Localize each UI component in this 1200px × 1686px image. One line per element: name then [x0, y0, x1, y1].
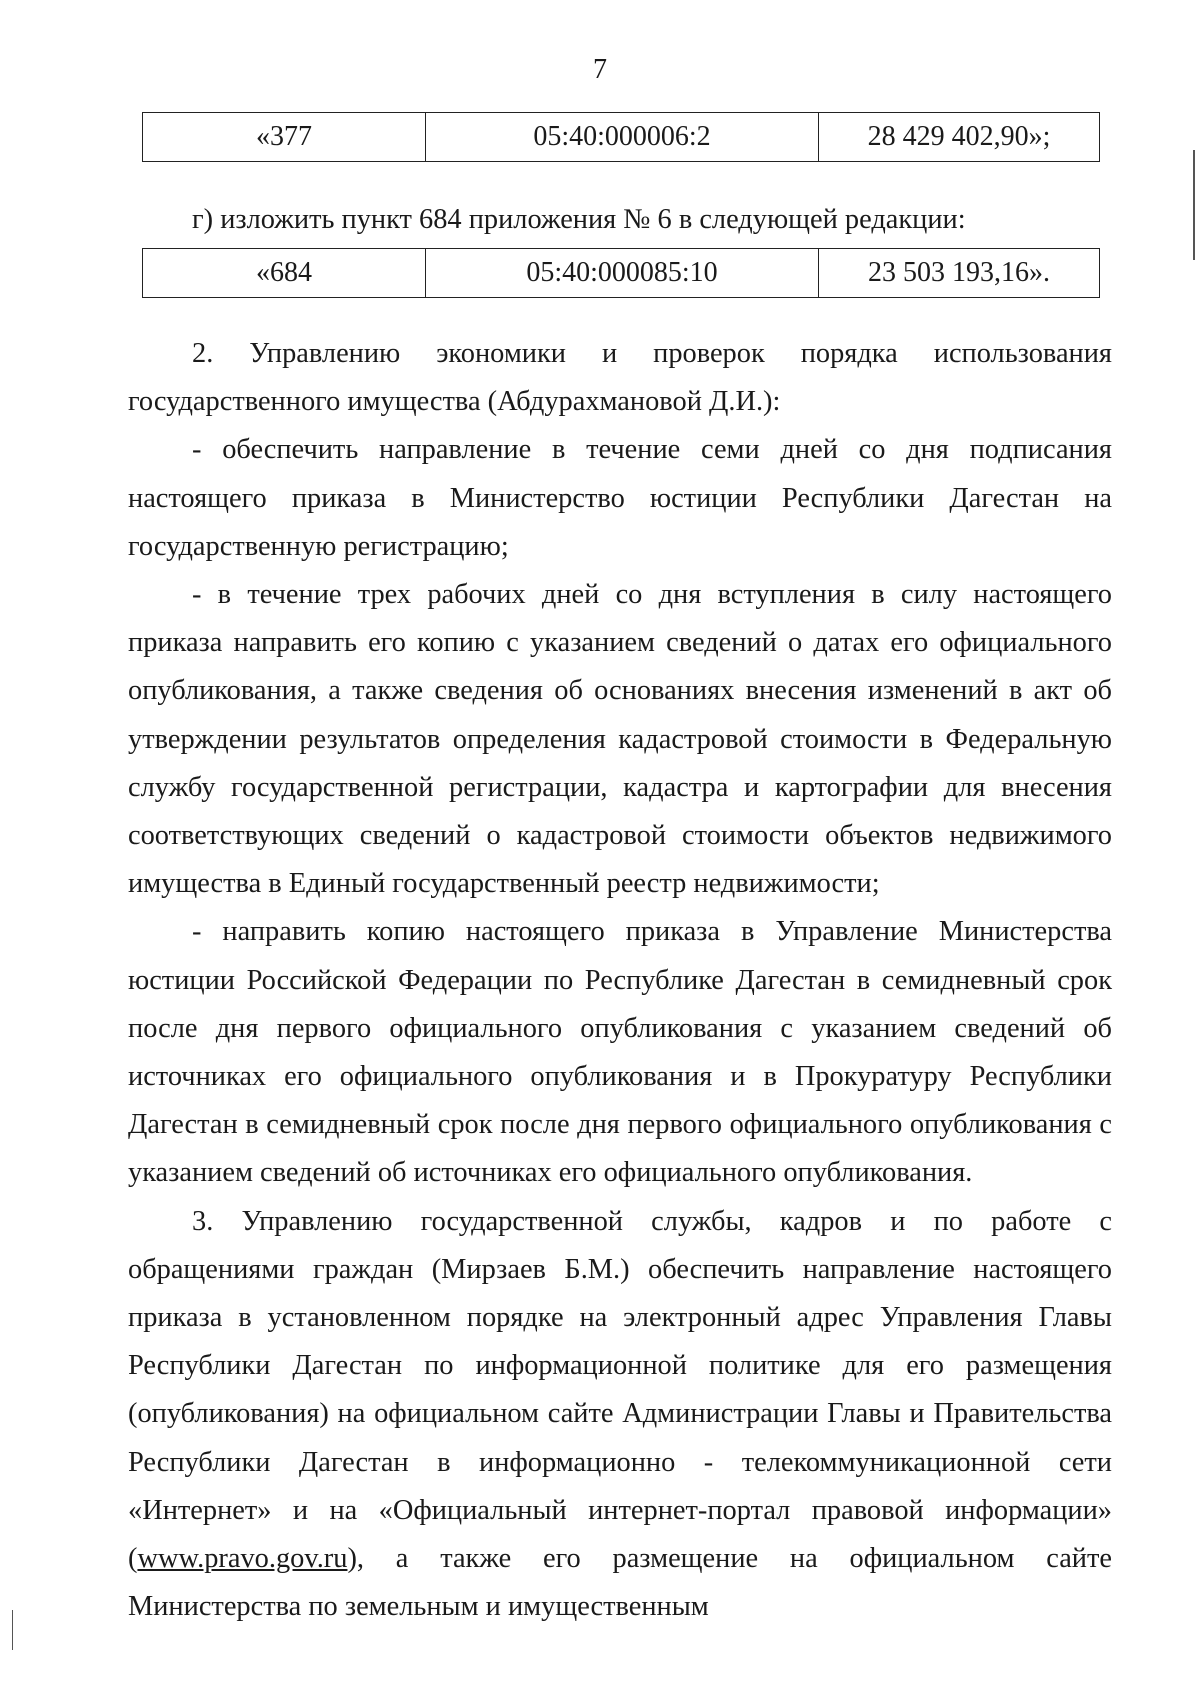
page-number: 7	[593, 54, 607, 85]
scan-margin-line	[1193, 150, 1195, 260]
paragraph-2c: - направить копию настоящего приказа в Управление Министерства юстиции Российской Федерации по Республике Дагестан в семидневный срок после дня первого официального опубликования с указанием сведений об источниках его официального опубликования и в Прокуратуру Республики Дагестан в семидневный срок после дня первого официального опубликования с указанием сведений об источниках его официального опубликования.	[128, 916, 1112, 1189]
item-g-text: г) изложить пункт 684 приложения № 6 в следующей редакции:	[192, 204, 966, 235]
paragraph-3-text-end: ), а также его размещение на официальном сайте Министерства по земельным и имущественным	[128, 1543, 1112, 1623]
scan-margin-line	[12, 1610, 13, 1650]
table-row	[143, 249, 1100, 298]
paragraph-3-text: 3. Управлению государственной службы, кадров и по работе с обращениями граждан (Мирзаев Б.М.) обеспечить направление настоящего приказа в установленном порядке на электронный адрес Управления Главы Республики Дагестан по информационной политике для его размещения (опубликования) на официальном сайте Администрации Главы и Правительства Республики Дагестан в информационно - телекоммуникационной сети «Интернет» и на «Официальный интернет-портал правовой информации» (	[128, 1205, 1112, 1575]
table-cell-item: «377	[143, 113, 426, 162]
table-cell-cadastral-number: 05:40:000085:10	[426, 249, 819, 298]
paragraph-2a: - обеспечить направление в течение семи дней со дня подписания настоящего приказа в Министерство юстиции Республики Дагестан на государственную регистрацию;	[128, 434, 1112, 562]
document-body	[128, 330, 1112, 1631]
table-cell-value: 23 503 193,16».	[819, 249, 1100, 298]
table-cell-item: «684	[143, 249, 426, 298]
value-table-684	[142, 248, 1100, 298]
table-cell-value: 28 429 402,90»;	[819, 113, 1100, 162]
value-table-377	[142, 112, 1100, 162]
paragraph-2: 2. Управлению экономики и проверок порядка использования государственного имущества (Абдурахмановой Д.И.):	[128, 338, 1112, 418]
table-cell-cadastral-number: 05:40:000006:2	[426, 113, 819, 162]
pravo-link[interactable]: www.pravo.gov.ru	[137, 1543, 348, 1575]
table-row	[143, 113, 1100, 162]
paragraph-2b: - в течение трех рабочих дней со дня вступления в силу настоящего приказа направить его копию с указанием сведений о датах его официального опубликования, а также сведения об основаниях внесения изменений в акт об утверждении результатов определения кадастровой стоимости в Федеральную службу государственной регистрации, кадастра и картографии для внесения соответствующих сведений о кадастровой стоимости объектов недвижимого имущества в Единый государственный реестр недвижимости;	[128, 579, 1112, 900]
paragraph-3	[128, 1198, 1112, 1632]
